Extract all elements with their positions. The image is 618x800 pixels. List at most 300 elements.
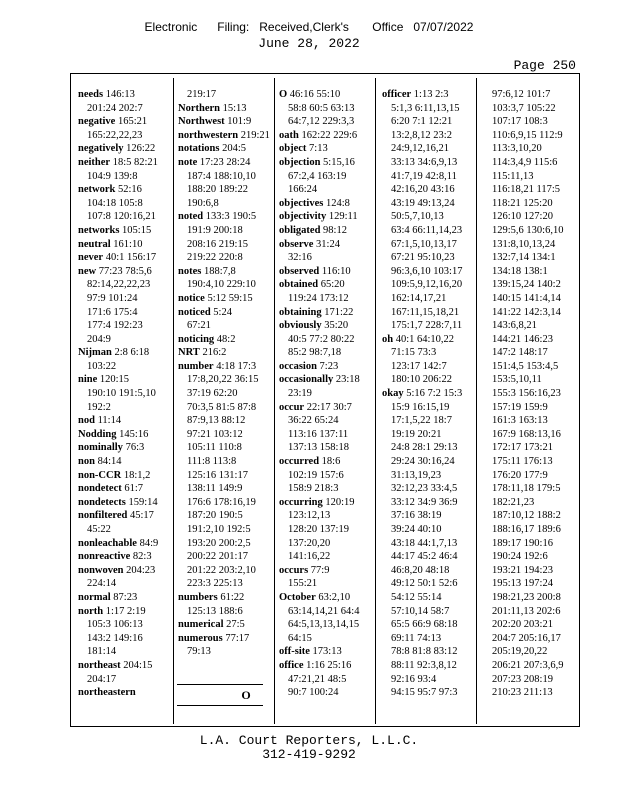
page-line-refs: 37:16 38:19 [391, 510, 442, 522]
index-entry [279, 224, 367, 238]
index-entry [279, 238, 367, 265]
page-line-refs: 120:15 [99, 374, 130, 386]
page-line-refs: 200:22 201:17 [187, 551, 248, 563]
page-line-refs: 32:16 [288, 252, 312, 264]
page-line-refs: 18:5 82:21 [112, 156, 158, 168]
entry-line [279, 645, 367, 659]
page-line-refs: 140:15 141:4,14 [492, 292, 561, 304]
index-entry [279, 210, 367, 224]
index-entry [78, 455, 166, 469]
index-term: noted [178, 211, 204, 223]
page-line-refs: 63:2,10 [318, 591, 351, 603]
index-entry [279, 142, 367, 156]
index-entry [279, 156, 367, 197]
entry-line [279, 306, 367, 320]
page-line-refs: 84:9 [139, 537, 159, 549]
index-entry [178, 346, 266, 360]
page-line-refs: 175:1,7 228:7,11 [391, 320, 463, 332]
entry-line [178, 306, 266, 320]
page-line-refs: 77:17 [225, 632, 250, 644]
page-line-refs: 120:19 [325, 496, 355, 508]
page-line-refs: 42:16,20 43:16 [391, 184, 455, 196]
page-line-refs: 176:20 177:9 [492, 469, 548, 481]
entry-line [279, 224, 367, 238]
page-line-refs: 63:14,14,21 64:4 [288, 605, 360, 617]
page-line-refs: 128:20 137:19 [288, 524, 349, 535]
page-line-refs: 161:10 [113, 238, 143, 250]
page-line-refs: 171:22 [324, 306, 354, 318]
index-term: noticed [178, 306, 211, 318]
entry-line [279, 238, 367, 252]
page-line-refs: 104:9 139:8 [87, 170, 138, 182]
index-term: nominally [78, 442, 123, 454]
index-term: occasionally [279, 374, 334, 386]
index-entry [78, 469, 166, 483]
page-line-refs: 48:2 [216, 333, 236, 345]
page-line-refs: 103:22 [87, 360, 117, 372]
page-line-refs: 18:6 [321, 456, 341, 468]
page-line-refs: 105:15 [122, 224, 152, 236]
index-term: notice [178, 292, 205, 304]
page-line-refs: 82:3 [132, 551, 152, 563]
index-entry [178, 292, 266, 306]
index-entry [178, 142, 266, 156]
page-line-refs: 15:9 16:15,19 [391, 401, 450, 413]
page-line-refs: 69:11 74:13 [391, 632, 442, 644]
index-term: new [78, 265, 97, 277]
index-term: occurred [279, 456, 320, 468]
page-line-refs: 190:6,8 [187, 197, 219, 209]
page-line-refs: 151:4,5 153:4,5 [492, 360, 559, 372]
index-term: oh [382, 333, 394, 345]
page-line-refs: 191:9 200:18 [187, 224, 243, 236]
page-line-refs: 153:5,10,11 [492, 374, 542, 386]
page-line-refs: 204:5 [222, 143, 246, 155]
index-term: needs [78, 89, 104, 100]
page-line-refs: 104:18 105:8 [87, 197, 143, 209]
page-line-refs: 210:23 211:13 [492, 687, 553, 699]
entry-line [78, 428, 166, 442]
index-term: occasion [279, 360, 317, 372]
entry-line [279, 278, 367, 292]
index-entry [178, 156, 266, 210]
page-line-refs: 50:5,7,10,13 [391, 211, 444, 223]
page-line-refs: 40:1 64:10,22 [395, 333, 455, 345]
page-line-refs: 204:7 205:16,17 [492, 632, 561, 644]
index-entry [279, 455, 367, 496]
page-line-refs: 205:19,20,22 [492, 646, 548, 658]
index-term: nondetect [78, 483, 122, 495]
page-line-refs: 162:14,17,21 [391, 292, 447, 304]
index-term: network [78, 184, 116, 196]
index-term: occurring [279, 496, 323, 508]
entry-line [78, 224, 166, 238]
page-line-refs: 188:7,8 [203, 265, 236, 277]
page-line-refs: 188:20 189:22 [187, 184, 248, 196]
entry-line [178, 360, 266, 374]
index-term: north [78, 605, 104, 617]
page-line-refs: 4:18 17:3 [216, 360, 257, 372]
page-line-refs: 85:2 98:7,18 [288, 347, 342, 359]
index-entry [78, 414, 166, 428]
entry-line [78, 156, 166, 170]
page-line-refs: 134:18 138:1 [492, 265, 548, 277]
page-line-refs: 165:22,22,23 [87, 129, 143, 141]
page-line-refs: 111:8 113:8 [187, 456, 237, 468]
page-line-refs: 77:23 78:5,6 [98, 265, 152, 277]
page-line-refs: 33:13 34:6,9,13 [391, 156, 458, 168]
page-line-refs: 125:16 131:17 [187, 469, 248, 481]
entry-line [178, 142, 266, 156]
index-term: number [178, 360, 214, 372]
entry-line [178, 210, 266, 224]
page-line-refs: 138:11 149:9 [187, 483, 243, 495]
page-line-refs: 139:15,24 140:2 [492, 279, 561, 291]
entry-line [279, 210, 367, 224]
entry-line [178, 129, 270, 143]
entry-line [78, 88, 166, 102]
index-term: observe [279, 238, 314, 250]
index-entry [78, 224, 166, 238]
page-line-refs: 77:9 [310, 564, 330, 576]
page-line-refs: 37:19 62:20 [187, 388, 238, 400]
page-line-refs: 11:14 [97, 415, 122, 427]
index-term: northwestern [178, 129, 239, 141]
index-column-4 [382, 88, 470, 700]
page-line-refs: 1:17 2:19 [105, 605, 146, 617]
page-line-refs: 101:9 [227, 116, 252, 128]
page-line-refs: 18:1,2 [123, 469, 151, 481]
page-line-refs: 82:14,22,22,23 [87, 279, 151, 291]
entry-line [78, 591, 166, 605]
index-entry [178, 632, 266, 659]
page-line-refs: 103:3,7 105:22 [492, 102, 556, 114]
index-term: October [279, 591, 316, 603]
page-line-refs: 78:8 81:8 83:12 [391, 646, 458, 658]
entry-line [178, 156, 266, 170]
entry-line [178, 591, 266, 605]
page-line-refs: 17:1,5,22 18:7 [391, 415, 452, 427]
index-entry [178, 591, 266, 618]
index-term: objectivity [279, 211, 327, 223]
page-line-refs: 24:9,12,16,21 [391, 143, 450, 155]
entry-line [78, 686, 166, 700]
page-line-refs: 6:20 7:1 12:21 [391, 116, 453, 128]
page-line-refs: 137:20,20 [288, 537, 331, 549]
page-line-refs: 208:16 219:15 [187, 238, 248, 250]
filing-stamp: Electronic Filing: Received,Clerk's Office 07/07/2022 [144, 20, 474, 34]
page-line-refs: 57:10,14 58:7 [391, 605, 450, 617]
entry-line [78, 265, 166, 279]
column-divider [375, 78, 376, 724]
page-line-refs: 178:11,18 179:5 [492, 483, 561, 495]
page-line-refs: 87:9,13 88:12 [187, 415, 246, 427]
page-line-refs: 39:24 40:10 [391, 524, 442, 535]
index-term: notations [178, 143, 220, 155]
page-line-refs: 61:22 [220, 591, 245, 603]
index-entry [279, 360, 367, 374]
index-entry [78, 537, 166, 551]
entry-line [78, 441, 166, 455]
index-column-3 [279, 88, 367, 700]
page-line-refs: 119:24 173:12 [288, 292, 349, 304]
index-term: negatively [78, 143, 124, 155]
page-line-refs: 54:12 55:14 [391, 591, 442, 603]
page-line-refs: 105:11 110:8 [187, 442, 242, 454]
page-line-refs: 31:24 [316, 238, 340, 250]
page-line-refs: 144:21 146:23 [492, 333, 553, 345]
index-term: occur [279, 401, 305, 413]
page-line-refs: 190:4,10 229:10 [187, 279, 256, 291]
page-line-refs: 202:20 203:21 [492, 619, 553, 631]
page-line-refs: 158:9 218:3 [288, 483, 339, 495]
index-term: Northern [178, 102, 220, 114]
index-entry [78, 88, 166, 115]
page-line-refs: 115:11,13 [492, 170, 534, 182]
page-line-refs: 143:6,8,21 [492, 320, 537, 332]
page-line-refs: 204:23 [126, 564, 156, 576]
entry-line [279, 142, 367, 156]
entry-line [78, 142, 166, 156]
page-line-refs: 123:17 142:7 [391, 360, 447, 372]
entry-line [78, 414, 166, 428]
page-line-refs: 61:7 [124, 483, 144, 495]
index-entry [78, 659, 166, 686]
page-line-refs: 65:20 [320, 279, 345, 291]
index-entry [382, 387, 470, 700]
page-line-refs: 36:22 65:24 [288, 415, 339, 427]
index-term: note [178, 156, 198, 168]
index-entry [178, 102, 266, 116]
index-term: NRT [178, 347, 200, 359]
index-term: nondetects [78, 496, 126, 508]
entry-line [78, 115, 166, 129]
page-line-refs: 5:16 7:2 15:3 [406, 388, 463, 400]
page-line-refs: 191:2,10 192:5 [187, 524, 251, 535]
index-term: neither [78, 156, 111, 168]
page-line-refs: 141:22 142:3,14 [492, 306, 561, 318]
page-line-refs: 110:6,9,15 112:9 [492, 129, 563, 141]
page-line-refs: 187:4 188:10,10 [187, 170, 256, 182]
page-line-refs: 201:11,13 202:6 [492, 605, 561, 617]
index-term: observed [279, 265, 320, 277]
entry-line [279, 564, 367, 578]
index-term: numerous [178, 632, 223, 644]
page-line-refs: 41:7,19 42:8,11 [391, 170, 457, 182]
index-entry [78, 482, 166, 496]
page-line-refs: 155:3 156:16,23 [492, 388, 561, 400]
index-entry [78, 509, 166, 536]
page-line-refs: 162:22 229:6 [301, 129, 358, 141]
page-line-refs: 181:14 [87, 646, 117, 658]
page-line-refs: 7:13 [309, 143, 328, 155]
index-term: networks [78, 224, 120, 236]
page-line-refs: 84:14 [97, 456, 122, 468]
page-line-refs: 90:7 100:24 [288, 687, 339, 699]
index-term: officer [382, 89, 412, 100]
index-term: okay [382, 388, 404, 400]
page-line-refs: 17:8,20,22 36:15 [187, 374, 259, 386]
index-term: non-CCR [78, 469, 122, 481]
index-entry [78, 441, 166, 455]
page-line-refs: 64:15 [288, 632, 312, 644]
entry-line [279, 360, 367, 374]
index-entry [78, 373, 166, 414]
page-line-refs: 207:23 208:19 [492, 673, 553, 685]
index-entry [78, 156, 166, 183]
page-line-refs: 165:21 [117, 116, 148, 128]
index-column-2 [178, 88, 270, 659]
index-term: numbers [178, 591, 218, 603]
entry-line [178, 292, 266, 306]
page-line-refs: 19:19 20:21 [391, 428, 442, 440]
index-entry [78, 686, 166, 700]
page-line-refs: 131:8,10,13,24 [492, 238, 556, 250]
page-line-refs: 219:22 220:8 [187, 252, 243, 264]
page-line-refs: 198:21,23 200:8 [492, 591, 561, 603]
index-term: nonleachable [78, 537, 137, 549]
page-line-refs: 219:17 [187, 89, 217, 100]
entry-line [78, 469, 166, 483]
entry-line [382, 333, 470, 347]
index-entry [78, 251, 166, 265]
entry-line [279, 373, 367, 387]
page-line-refs: 146:13 [105, 89, 135, 100]
page-line-refs: 204:15 [123, 659, 153, 671]
page-line-refs: 67:21 [187, 320, 211, 332]
page-line-refs: 216:2 [202, 347, 227, 359]
index-term: obviously [279, 320, 322, 332]
page-line-refs: 223:3 225:13 [187, 578, 243, 590]
entry-line [78, 455, 166, 469]
page-line-refs: 1:16 25:16 [306, 659, 352, 671]
page-line-refs: 141:16,22 [288, 551, 331, 563]
page-line-refs: 166:24 [288, 184, 318, 196]
page-line-refs: 192:2 [87, 401, 111, 413]
page-line-refs: 190:10 191:5,10 [87, 388, 156, 400]
entry-line [78, 605, 166, 619]
entry-line [78, 373, 166, 387]
index-term: Nijman [78, 347, 112, 359]
page-line-refs: 97:9 101:24 [87, 292, 138, 304]
index-entry [382, 333, 470, 387]
page-line-refs: 167:11,15,18,21 [391, 306, 460, 318]
page-number: Page 250 [513, 58, 576, 73]
index-entry [178, 129, 270, 143]
index-frame [70, 73, 580, 727]
page-line-refs: 5:1,3 6:11,13,15 [391, 102, 460, 114]
index-term: obligated [279, 224, 321, 236]
index-term: nod [78, 415, 95, 427]
page-line-refs: 47:21,21 48:5 [288, 673, 347, 685]
hearing-date: June 28, 2022 [258, 36, 360, 51]
page-line-refs: 94:15 95:7 97:3 [391, 687, 458, 699]
letter-divider-top [177, 684, 263, 685]
page-line-refs: 15:13 [222, 102, 247, 114]
page-line-refs: 65:5 66:9 68:18 [391, 619, 458, 631]
page-line-refs: 114:3,4,9 115:6 [492, 156, 558, 168]
index-entry [178, 210, 266, 264]
page-line-refs: 204:17 [87, 673, 117, 685]
index-term: non [78, 456, 95, 468]
page-line-refs: 113:3,10,20 [492, 143, 542, 155]
index-term: object [279, 143, 307, 155]
page-line-refs: 46:8,20 48:18 [391, 564, 450, 576]
page-line-refs: 102:19 157:6 [288, 469, 344, 481]
index-entry [279, 496, 367, 564]
page-line-refs: 40:1 156:17 [105, 252, 157, 264]
page-line-refs: 177:4 192:23 [87, 320, 143, 332]
entry-line [279, 197, 367, 211]
entry-line [279, 129, 367, 143]
index-entry [78, 496, 166, 510]
letter-divider-bottom [177, 705, 263, 706]
page-line-refs: 76:3 [125, 442, 145, 454]
index-term: office [279, 659, 304, 671]
page-line-refs: 132:7,14 134:1 [492, 252, 556, 264]
page-line-refs: 105:3 106:13 [87, 619, 143, 631]
page-line-refs: 32:12,23 33:4,5 [391, 483, 458, 495]
index-entry [178, 265, 266, 292]
page-line-refs: 159:14 [128, 496, 158, 508]
page-line-refs: 167:9 168:13,16 [492, 428, 561, 440]
page-line-refs: 107:17 108:3 [492, 116, 548, 128]
index-term: obtaining [279, 306, 322, 318]
entry-line [78, 346, 166, 360]
page-line-refs: 70:3,5 81:5 87:8 [187, 401, 257, 413]
column-divider [476, 78, 477, 724]
page-line-refs: 193:21 194:23 [492, 564, 553, 576]
page-line-refs: 133:3 190:5 [205, 211, 257, 223]
page-line-refs: 190:24 192:6 [492, 551, 548, 563]
entry-line [279, 319, 367, 333]
page-line-refs: 22:17 30:7 [306, 401, 352, 413]
page-line-refs: 172:17 173:21 [492, 442, 553, 454]
column-divider [173, 78, 174, 724]
page-line-refs: 189:17 190:16 [492, 537, 553, 549]
index-term: obtained [279, 279, 319, 291]
index-entry [78, 265, 166, 347]
page-line-refs: 44:17 45:2 46:4 [391, 551, 458, 563]
page-line-refs: 23:18 [335, 374, 360, 386]
page-line-refs: 187:10,12 188:2 [492, 510, 561, 522]
page-line-refs: 97:21 103:12 [187, 428, 243, 440]
entry-line [382, 88, 470, 102]
entry-line [279, 659, 367, 673]
page-line-refs: 64:5,13,13,14,15 [288, 619, 360, 631]
index-entry [279, 591, 367, 645]
page-line-refs: 67:2,4 163:19 [288, 170, 347, 182]
entry-line [279, 455, 367, 469]
page-line-refs: 180:10 206:22 [391, 374, 452, 386]
index-entry [279, 645, 367, 659]
page-line-refs: 2:8 6:18 [114, 347, 150, 359]
index-entry [279, 265, 367, 279]
page-line-refs: 201:22 203:2,10 [187, 564, 256, 576]
entry-line [279, 156, 367, 170]
index-column-1 [78, 88, 166, 700]
index-entry [78, 428, 166, 442]
page-line-refs: 5:15,16 [323, 156, 355, 168]
page-line-refs: 145:16 [119, 428, 149, 440]
page-line-refs: 43:19 49:13,24 [391, 197, 455, 209]
index-term: O [279, 89, 288, 100]
index-entry [279, 401, 367, 455]
index-term: nonreactive [78, 551, 131, 563]
page-line-refs: 201:24 202:7 [87, 102, 143, 114]
entry-line [78, 251, 166, 265]
page-line-refs: 64:7,12 229:3,3 [288, 116, 355, 128]
